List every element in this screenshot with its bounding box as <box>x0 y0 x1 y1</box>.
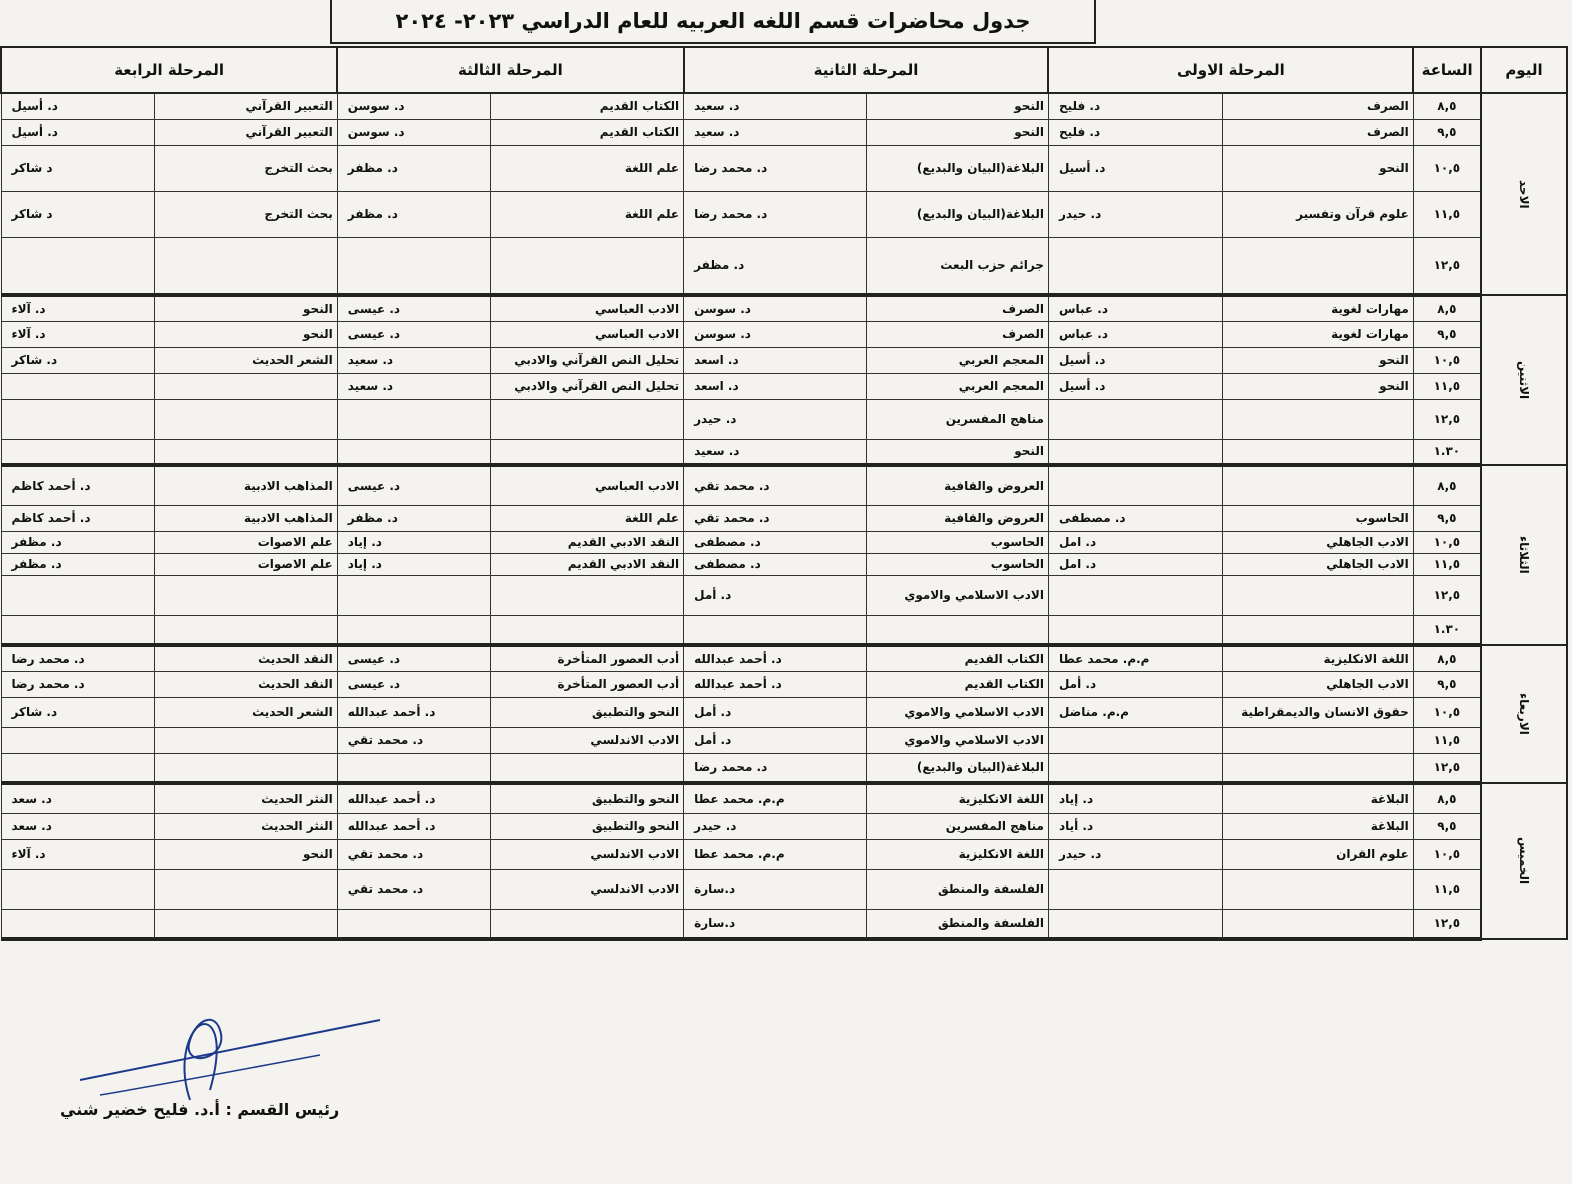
instructor-cell <box>684 615 866 645</box>
header-stage3: المرحلة الثالثة <box>337 47 683 93</box>
schedule-row <box>1 191 1567 237</box>
subject-cell: النثر الحديث <box>155 813 337 839</box>
instructor-cell: د. آلاء <box>1 321 155 347</box>
schedule-row <box>1 783 1567 813</box>
subject-cell: أدب العصور المتأخرة <box>491 645 684 671</box>
instructor-cell: د.سارة <box>684 909 866 939</box>
time-slot: ١١,٥ <box>1413 553 1481 575</box>
time-slot: ٨,٥ <box>1413 465 1481 505</box>
instructor-cell: د. شاكر <box>1 347 155 373</box>
instructor-cell: د. مظفر <box>1 553 155 575</box>
subject-cell: الادب الجاهلي <box>1223 531 1414 553</box>
schedule-row <box>1 645 1567 671</box>
instructor-cell <box>337 575 491 615</box>
instructor-cell <box>1 727 155 753</box>
subject-cell: الادب العباسي <box>491 295 684 321</box>
subject-cell <box>155 615 337 645</box>
header-time: الساعة <box>1413 47 1481 93</box>
subject-cell: النقد الحديث <box>155 645 337 671</box>
subject-cell: علوم القران <box>1223 839 1414 869</box>
instructor-cell: د. سعيد <box>684 119 866 145</box>
instructor-cell: د. سوسن <box>337 93 491 119</box>
schedule-row <box>1 439 1567 465</box>
instructor-cell: د. أسيل <box>1048 373 1222 399</box>
subject-cell: العروض والقافية <box>866 505 1048 531</box>
subject-cell: اللغة الانكليزية <box>866 839 1048 869</box>
instructor-cell: د. سوسن <box>337 119 491 145</box>
subject-cell <box>1223 869 1414 909</box>
instructor-cell: د. حيدر <box>1048 839 1222 869</box>
schedule-row <box>1 347 1567 373</box>
instructor-cell: د. عيسى <box>337 465 491 505</box>
subject-cell <box>491 615 684 645</box>
header-stage2: المرحلة الثانية <box>684 47 1049 93</box>
instructor-cell: د. مظفر <box>337 505 491 531</box>
schedule-row <box>1 373 1567 399</box>
instructor-cell: د. سعيد <box>337 347 491 373</box>
subject-cell <box>1223 615 1414 645</box>
subject-cell: الصرف <box>866 321 1048 347</box>
subject-cell: مناهج المفسرين <box>866 813 1048 839</box>
schedule-row <box>1 753 1567 783</box>
instructor-cell: د. سعد <box>1 783 155 813</box>
instructor-cell <box>1048 465 1222 505</box>
subject-cell <box>491 753 684 783</box>
instructor-cell: د. أحمد عبدالله <box>684 671 866 697</box>
instructor-cell <box>1 615 155 645</box>
instructor-cell: د. أحمد كاظم <box>1 465 155 505</box>
instructor-cell <box>1 439 155 465</box>
subject-cell <box>1223 753 1414 783</box>
schedule-row <box>1 909 1567 939</box>
instructor-cell <box>1 753 155 783</box>
instructor-cell: د. محمد تقي <box>684 505 866 531</box>
instructor-cell <box>1048 575 1222 615</box>
subject-cell <box>1223 439 1414 465</box>
subject-cell: المعجم العربي <box>866 373 1048 399</box>
schedule-row <box>1 119 1567 145</box>
time-slot: ١٢,٥ <box>1413 753 1481 783</box>
instructor-cell: د. آلاء <box>1 295 155 321</box>
instructor-cell: د. إياد <box>337 553 491 575</box>
schedule-row <box>1 237 1567 295</box>
instructor-cell <box>1 869 155 909</box>
subject-cell: الادب الاسلامي والاموي <box>866 697 1048 727</box>
subject-cell: البلاغة(البيان والبديع) <box>866 145 1048 191</box>
instructor-cell: م.م. محمد عطا <box>1048 645 1222 671</box>
subject-cell: اللغة الانكليزية <box>1223 645 1414 671</box>
instructor-cell: د. محمد رضا <box>1 645 155 671</box>
time-slot: ١١,٥ <box>1413 727 1481 753</box>
subject-cell <box>491 399 684 439</box>
schedule-row <box>1 531 1567 553</box>
subject-cell: النحو <box>1223 145 1414 191</box>
subject-cell: الادب العباسي <box>491 465 684 505</box>
subject-cell: التعبير القرآني <box>155 119 337 145</box>
time-slot: ١٢,٥ <box>1413 575 1481 615</box>
schedule-row <box>1 575 1567 615</box>
time-slot: ١٢,٥ <box>1413 399 1481 439</box>
subject-cell: الكتاب القديم <box>491 119 684 145</box>
instructor-cell: د. عيسى <box>337 671 491 697</box>
subject-cell <box>155 237 337 295</box>
instructor-cell: د. أحمد عبدالله <box>337 697 491 727</box>
instructor-cell: د شاكر <box>1 145 155 191</box>
instructor-cell: د. سوسن <box>684 295 866 321</box>
instructor-cell <box>1 575 155 615</box>
subject-cell: مهارات لغوية <box>1223 295 1414 321</box>
time-slot: ١.٣٠ <box>1413 439 1481 465</box>
schedule-row <box>1 697 1567 727</box>
instructor-cell: د. اسعد <box>684 347 866 373</box>
instructor-cell <box>1048 615 1222 645</box>
subject-cell: الادب الجاهلي <box>1223 553 1414 575</box>
instructor-cell <box>1048 753 1222 783</box>
subject-cell: الكتاب القديم <box>866 645 1048 671</box>
subject-cell: علم الاصوات <box>155 553 337 575</box>
time-slot: ١٠,٥ <box>1413 347 1481 373</box>
instructor-cell: د. سعيد <box>684 93 866 119</box>
instructor-cell: د. مظفر <box>337 145 491 191</box>
instructor-cell: د. فليح <box>1048 93 1222 119</box>
department-head-signature: رئيس القسم : أ.د. فليح خضير شني <box>60 1100 340 1119</box>
subject-cell: النحو والتطبيق <box>491 813 684 839</box>
subject-cell <box>155 373 337 399</box>
schedule-row <box>1 465 1567 505</box>
instructor-cell: د. محمد تقي <box>684 465 866 505</box>
time-slot: ٩,٥ <box>1413 321 1481 347</box>
instructor-cell: د. أمل <box>684 697 866 727</box>
instructor-cell <box>1048 439 1222 465</box>
subject-cell <box>155 575 337 615</box>
subject-cell: المذاهب الادبية <box>155 465 337 505</box>
instructor-cell <box>337 753 491 783</box>
subject-cell: النثر الحديث <box>155 783 337 813</box>
instructor-cell <box>337 615 491 645</box>
subject-cell: بحث التخرج <box>155 145 337 191</box>
time-slot: ١٢,٥ <box>1413 909 1481 939</box>
subject-cell: البلاغة(البيان والبديع) <box>866 191 1048 237</box>
subject-cell: الادب الاندلسي <box>491 727 684 753</box>
subject-cell: حقوق الانسان والديمقراطية <box>1223 697 1414 727</box>
instructor-cell: د. عيسى <box>337 295 491 321</box>
instructor-cell: د. اسعد <box>684 373 866 399</box>
subject-cell: تحليل النص القرآني والادبي <box>491 347 684 373</box>
subject-cell: الحاسوب <box>866 553 1048 575</box>
subject-cell: النحو <box>866 439 1048 465</box>
subject-cell: الشعر الحديث <box>155 697 337 727</box>
time-slot: ٨,٥ <box>1413 93 1481 119</box>
schedule-row <box>1 813 1567 839</box>
subject-cell: جرائم حزب البعث <box>866 237 1048 295</box>
schedule-row <box>1 553 1567 575</box>
instructor-cell: د. سعيد <box>684 439 866 465</box>
page-title <box>330 0 1096 44</box>
subject-cell: العروض والقافية <box>866 465 1048 505</box>
time-slot: ١٠,٥ <box>1413 145 1481 191</box>
instructor-cell: د. عيسى <box>337 321 491 347</box>
time-slot: ١٠,٥ <box>1413 697 1481 727</box>
subject-cell: النحو <box>1223 347 1414 373</box>
subject-cell: الكتاب القديم <box>866 671 1048 697</box>
subject-cell: الادب الاسلامي والاموي <box>866 727 1048 753</box>
time-slot: ٨,٥ <box>1413 295 1481 321</box>
time-slot: ٨,٥ <box>1413 645 1481 671</box>
instructor-cell: د. محمد رضا <box>684 753 866 783</box>
subject-cell <box>155 753 337 783</box>
instructor-cell: د. محمد تقي <box>337 839 491 869</box>
subject-cell: الصرف <box>866 295 1048 321</box>
schedule-row <box>1 145 1567 191</box>
subject-cell <box>155 869 337 909</box>
subject-cell <box>1223 237 1414 295</box>
subject-cell <box>866 615 1048 645</box>
instructor-cell: د. إياد <box>337 531 491 553</box>
subject-cell: المذاهب الادبية <box>155 505 337 531</box>
instructor-cell: د. أحمد عبدالله <box>337 783 491 813</box>
instructor-cell: د. أمل <box>684 575 866 615</box>
instructor-cell: د. عباس <box>1048 321 1222 347</box>
instructor-cell: د. أمل <box>1048 671 1222 697</box>
subject-cell: الادب الاندلسي <box>491 869 684 909</box>
subject-cell <box>1223 465 1414 505</box>
day-name: الاحد <box>1481 93 1567 295</box>
subject-cell: بحث التخرج <box>155 191 337 237</box>
instructor-cell <box>337 909 491 939</box>
time-slot: ١١,٥ <box>1413 191 1481 237</box>
time-slot: ١٠,٥ <box>1413 531 1481 553</box>
subject-cell <box>155 439 337 465</box>
subject-cell: اللغة الانكليزية <box>866 783 1048 813</box>
subject-cell: علم اللغة <box>491 191 684 237</box>
instructor-cell: د. محمد رضا <box>684 191 866 237</box>
time-slot: ٩,٥ <box>1413 671 1481 697</box>
instructor-cell: د. محمد تقي <box>337 727 491 753</box>
time-slot: ٨,٥ <box>1413 783 1481 813</box>
time-slot: ٩,٥ <box>1413 119 1481 145</box>
instructor-cell <box>1048 869 1222 909</box>
instructor-cell: د. آلاء <box>1 839 155 869</box>
header-row <box>1 47 1567 93</box>
time-slot: ١٠,٥ <box>1413 839 1481 869</box>
day-name: الاثنين <box>1481 295 1567 465</box>
subject-cell: تحليل النص القرآني والادبي <box>491 373 684 399</box>
instructor-cell: د شاكر <box>1 191 155 237</box>
instructor-cell <box>1048 909 1222 939</box>
subject-cell: أدب العصور المتأخرة <box>491 671 684 697</box>
time-slot: ٩,٥ <box>1413 813 1481 839</box>
instructor-cell: د. أحمد عبدالله <box>337 813 491 839</box>
instructor-cell <box>1048 727 1222 753</box>
instructor-cell: د. أسيل <box>1048 145 1222 191</box>
subject-cell: الادب العباسي <box>491 321 684 347</box>
schedule-row <box>1 93 1567 119</box>
subject-cell: النحو والتطبيق <box>491 697 684 727</box>
instructor-cell: م.م. محمد عطا <box>684 839 866 869</box>
subject-cell: علم اللغة <box>491 505 684 531</box>
subject-cell: الفلسفة والمنطق <box>866 869 1048 909</box>
subject-cell <box>155 399 337 439</box>
schedule-row <box>1 295 1567 321</box>
instructor-cell: د. أسيل <box>1 119 155 145</box>
subject-cell <box>1223 575 1414 615</box>
subject-cell: النقد الادبي القديم <box>491 531 684 553</box>
instructor-cell: د. مصطفى <box>684 553 866 575</box>
instructor-cell: م.م. محمد عطا <box>684 783 866 813</box>
subject-cell: النحو <box>155 839 337 869</box>
subject-cell: مهارات لغوية <box>1223 321 1414 347</box>
subject-cell: النحو والتطبيق <box>491 783 684 813</box>
subject-cell: الفلسفة والمنطق <box>866 909 1048 939</box>
instructor-cell: د. حيدر <box>684 813 866 839</box>
instructor-cell: د. حيدر <box>1048 191 1222 237</box>
subject-cell: الصرف <box>1223 119 1414 145</box>
time-slot: ١٢,٥ <box>1413 237 1481 295</box>
instructor-cell: د. مظفر <box>1 531 155 553</box>
subject-cell: الحاسوب <box>1223 505 1414 531</box>
subject-cell <box>155 909 337 939</box>
subject-cell: التعبير القرآني <box>155 93 337 119</box>
schedule-row <box>1 399 1567 439</box>
time-slot: ١.٣٠ <box>1413 615 1481 645</box>
instructor-cell: د. حيدر <box>684 399 866 439</box>
subject-cell: الادب الاندلسي <box>491 839 684 869</box>
subject-cell: الحاسوب <box>866 531 1048 553</box>
instructor-cell: د. امل <box>1048 553 1222 575</box>
instructor-cell: د. أسيل <box>1 93 155 119</box>
instructor-cell: د. محمد رضا <box>1 671 155 697</box>
subject-cell: النحو <box>155 321 337 347</box>
subject-cell: علم اللغة <box>491 145 684 191</box>
subject-cell: النحو <box>1223 373 1414 399</box>
subject-cell <box>491 439 684 465</box>
instructor-cell: د. أمل <box>684 727 866 753</box>
instructor-cell <box>1 237 155 295</box>
instructor-cell: د. عيسى <box>337 645 491 671</box>
schedule-row <box>1 321 1567 347</box>
instructor-cell <box>1048 237 1222 295</box>
day-name: الاربعاء <box>1481 645 1567 783</box>
instructor-cell: د. محمد رضا <box>684 145 866 191</box>
header-stage4: المرحلة الرابعة <box>1 47 337 93</box>
instructor-cell: د. مصطفى <box>684 531 866 553</box>
instructor-cell <box>337 237 491 295</box>
instructor-cell <box>1 373 155 399</box>
time-slot: ٩,٥ <box>1413 505 1481 531</box>
schedule-row <box>1 839 1567 869</box>
instructor-cell: م.م. مناضل <box>1048 697 1222 727</box>
instructor-cell: د. أحمد كاظم <box>1 505 155 531</box>
subject-cell: المعجم العربي <box>866 347 1048 373</box>
instructor-cell <box>1 909 155 939</box>
instructor-cell: د. سعيد <box>337 373 491 399</box>
subject-cell: علوم قرآن وتفسير <box>1223 191 1414 237</box>
header-stage1: المرحلة الاولى <box>1048 47 1413 93</box>
instructor-cell: د. امل <box>1048 531 1222 553</box>
instructor-cell: د. فليح <box>1048 119 1222 145</box>
schedule-body <box>1 93 1567 939</box>
time-slot: ١١,٥ <box>1413 373 1481 399</box>
subject-cell: علم الاصوات <box>155 531 337 553</box>
instructor-cell <box>337 439 491 465</box>
schedule-row <box>1 505 1567 531</box>
subject-cell <box>491 909 684 939</box>
instructor-cell: د. سوسن <box>684 321 866 347</box>
subject-cell: الكتاب القديم <box>491 93 684 119</box>
page-title-text: جدول محاضرات قسم اللغه العربيه للعام الدراسي ٢٠٢٣- ٢٠٢٤ <box>395 9 1031 33</box>
schedule-row <box>1 869 1567 909</box>
subject-cell: مناهج المفسرين <box>866 399 1048 439</box>
instructor-cell: د. أياد <box>1048 813 1222 839</box>
subject-cell: البلاغة <box>1223 813 1414 839</box>
subject-cell: الادب الاسلامي والاموي <box>866 575 1048 615</box>
instructor-cell: د. أسيل <box>1048 347 1222 373</box>
instructor-cell: د. مصطفى <box>1048 505 1222 531</box>
subject-cell <box>1223 909 1414 939</box>
subject-cell: النقد الحديث <box>155 671 337 697</box>
instructor-cell: د. إياد <box>1048 783 1222 813</box>
schedule-row <box>1 671 1567 697</box>
instructor-cell: د. سعد <box>1 813 155 839</box>
subject-cell: البلاغة(البيان والبديع) <box>866 753 1048 783</box>
instructor-cell <box>1048 399 1222 439</box>
day-name: الثلاثاء <box>1481 465 1567 645</box>
schedule-table <box>0 46 1568 941</box>
subject-cell: النقد الادبي القديم <box>491 553 684 575</box>
instructor-cell <box>1 399 155 439</box>
instructor-cell: د. أحمد عبدالله <box>684 645 866 671</box>
subject-cell: النحو <box>866 119 1048 145</box>
instructor-cell: د. عباس <box>1048 295 1222 321</box>
subject-cell: النحو <box>155 295 337 321</box>
subject-cell: الصرف <box>1223 93 1414 119</box>
subject-cell <box>155 727 337 753</box>
instructor-cell <box>337 399 491 439</box>
subject-cell: الادب الجاهلي <box>1223 671 1414 697</box>
day-name: الخميس <box>1481 783 1567 939</box>
subject-cell <box>491 575 684 615</box>
instructor-cell: د. مظفر <box>337 191 491 237</box>
instructor-cell: د. محمد تقي <box>337 869 491 909</box>
instructor-cell: د.سارة <box>684 869 866 909</box>
subject-cell <box>1223 399 1414 439</box>
subject-cell: البلاغة <box>1223 783 1414 813</box>
header-day: اليوم <box>1481 47 1567 93</box>
subject-cell: النحو <box>866 93 1048 119</box>
subject-cell <box>491 237 684 295</box>
subject-cell: الشعر الحديث <box>155 347 337 373</box>
time-slot: ١١,٥ <box>1413 869 1481 909</box>
instructor-cell: د. مظفر <box>684 237 866 295</box>
subject-cell <box>1223 727 1414 753</box>
instructor-cell: د. شاكر <box>1 697 155 727</box>
schedule-row <box>1 615 1567 645</box>
schedule-row <box>1 727 1567 753</box>
